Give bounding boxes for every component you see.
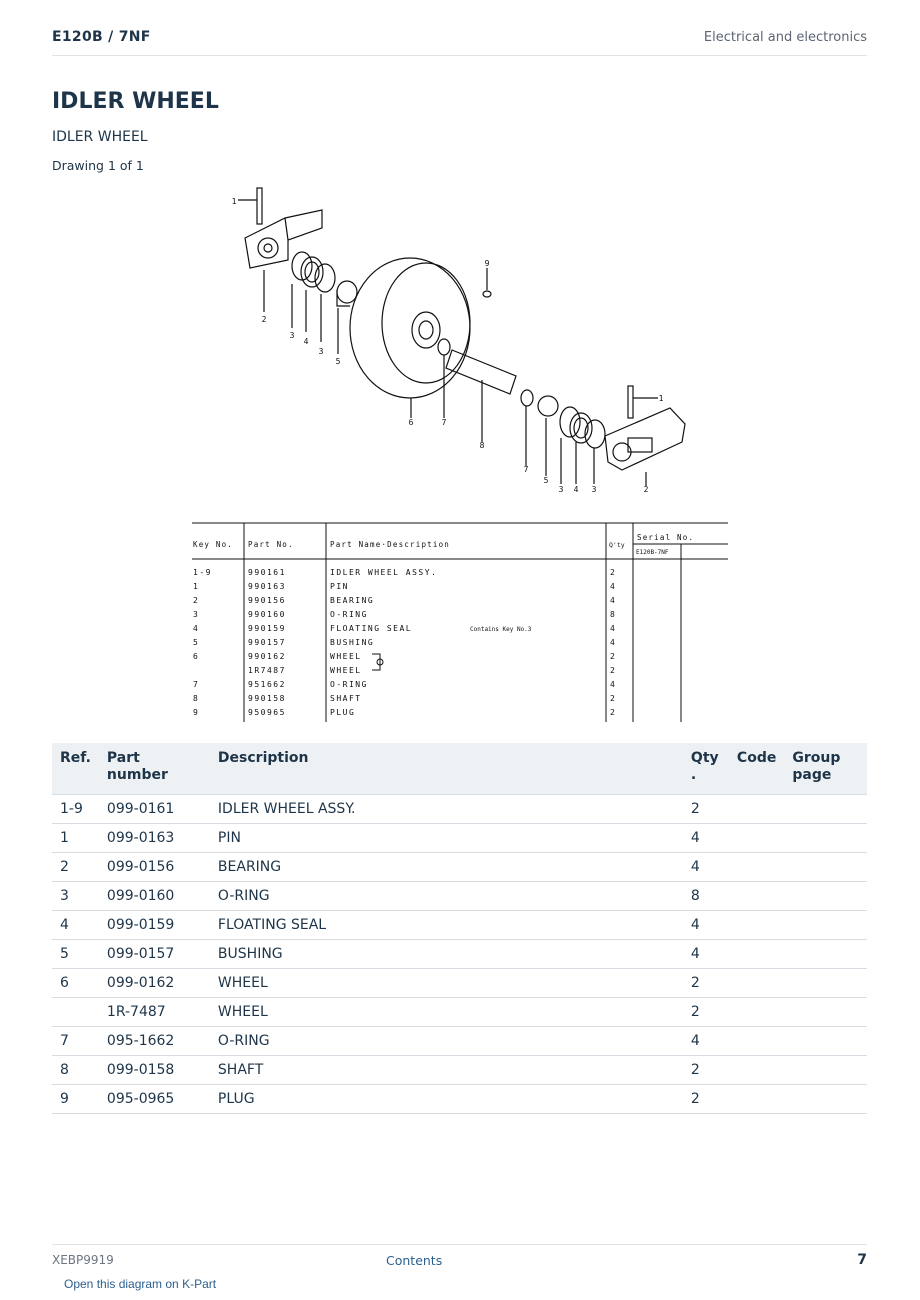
cell-code [729,911,784,940]
callout-label: 5 [543,476,549,485]
header-model: E120B / 7NF [52,29,151,45]
legend-header-qty: Q'ty [609,541,625,549]
table-row [52,795,867,824]
callout-label: 4 [573,485,579,494]
cell-qty: 4 [683,824,729,853]
header-qty: Qty . [683,743,729,795]
cell-qty: 4 [683,853,729,882]
legend-part: 990158 [248,694,286,703]
legend-name: FLOATING SEAL [330,624,413,633]
left-pin [257,188,262,224]
table-row [52,940,867,969]
legend-part: 1R7487 [248,666,286,675]
legend-name: BEARING [330,596,375,605]
cell-ref: 4 [52,911,99,940]
legend-header-key: Key No. [193,540,234,549]
table-row [52,824,867,853]
cell-part-number: 1R-7487 [99,998,210,1027]
legend-key: 4 [193,624,200,633]
legend-part: 990156 [248,596,286,605]
legend-part: 990159 [248,624,286,633]
cell-qty: 2 [683,795,729,824]
cell-description: IDLER WHEEL ASSY. [210,795,683,824]
legend-name: SHAFT [330,694,362,703]
legend-name: BUSHING [330,638,375,647]
cell-qty: 8 [683,882,729,911]
callout-label: 6 [408,418,414,427]
cell-qty: 4 [683,911,729,940]
cell-code [729,998,784,1027]
page-subtitle: IDLER WHEEL [52,129,148,145]
idler-wheel [350,258,470,398]
cell-description: O-RING [210,1027,683,1056]
cell-code [729,824,784,853]
legend-key: 1 [193,582,200,591]
legend-key: 8 [193,694,200,703]
cell-description: SHAFT [210,1056,683,1085]
legend-key: 3 [193,610,200,619]
callout-label: 1 [658,394,664,403]
contents-link[interactable]: Contents [386,1253,443,1268]
cell-ref: 7 [52,1027,99,1056]
cell-description: WHEEL [210,998,683,1027]
callout-label: 3 [591,485,597,494]
table-row [52,1027,867,1056]
cell-ref: 1 [52,824,99,853]
open-kpart-link[interactable]: Open this diagram on K-Part [64,1277,217,1291]
cell-description: BUSHING [210,940,683,969]
table-row [52,1056,867,1085]
cell-description: WHEEL [210,969,683,998]
cell-part-number: 099-0160 [99,882,210,911]
callout-label: 7 [523,465,529,474]
legend-note: Contains Key No.3 [470,626,532,633]
cell-group-page [784,1085,867,1114]
exploded-parts-diagram [190,180,730,725]
legend-part: 990162 [248,652,286,661]
legend-part: 951662 [248,680,286,689]
page-number: 7 [857,1252,867,1268]
legend-qty: 2 [610,694,617,703]
legend-name: O-RING [330,610,368,619]
cell-description: PIN [210,824,683,853]
header-code: Code [729,743,784,795]
legend-part: 990160 [248,610,286,619]
cell-code [729,882,784,911]
table-header-row [52,743,867,795]
cell-ref: 1-9 [52,795,99,824]
callout-label: 3 [289,331,295,340]
legend-name: PLUG [330,708,356,717]
legend-key: 7 [193,680,200,689]
legend-qty: 4 [610,638,617,647]
shaft [446,350,516,394]
legend-name: O-RING [330,680,368,689]
legend-name: IDLER WHEEL ASSY. [330,568,438,577]
callout-label: 2 [261,315,267,324]
cell-ref: 2 [52,853,99,882]
header-part-number: Part number [99,743,210,795]
legend-qty: 4 [610,596,617,605]
cell-group-page [784,998,867,1027]
cell-group-page [784,911,867,940]
cell-part-number: 099-0156 [99,853,210,882]
callout-label: 8 [479,441,485,450]
legend-name: WHEEL [330,666,362,675]
diagram-drawing [190,180,730,725]
cell-part-number: 099-0162 [99,969,210,998]
legend-qty: 4 [610,680,617,689]
cell-part-number: 099-0161 [99,795,210,824]
legend-part: 950965 [248,708,286,717]
cell-description: BEARING [210,853,683,882]
cell-description: O-RING [210,882,683,911]
cell-code [729,1056,784,1085]
legend-part: 990163 [248,582,286,591]
legend-part: 990161 [248,568,286,577]
callout-label: 4 [303,337,309,346]
header-section: Electrical and electronics [703,30,867,45]
legend-key: 1-9 [193,568,212,577]
legend-header-serial-range: E120B-7NF [636,549,669,556]
cell-ref: 8 [52,1056,99,1085]
footer-divider [52,1244,867,1245]
cell-qty: 2 [683,998,729,1027]
cell-code [729,795,784,824]
legend-key: 2 [193,596,200,605]
legend-key: 6 [193,652,200,661]
cell-group-page [784,824,867,853]
cell-group-page [784,795,867,824]
cell-part-number: 099-0163 [99,824,210,853]
legend-name: PIN [330,582,349,591]
cell-part-number: 095-0965 [99,1085,210,1114]
cell-qty: 4 [683,940,729,969]
document-number: XEBP9919 [52,1253,114,1267]
legend-qty: 4 [610,582,617,591]
header-description: Description [210,743,683,795]
cell-part-number: 095-1662 [99,1027,210,1056]
cell-group-page [784,1027,867,1056]
cell-part-number: 099-0158 [99,1056,210,1085]
table-row [52,969,867,998]
cell-ref: 6 [52,969,99,998]
right-bearing [605,408,685,470]
cell-qty: 2 [683,1085,729,1114]
cell-ref: 5 [52,940,99,969]
cell-group-page [784,940,867,969]
cell-ref: 9 [52,1085,99,1114]
page-title: IDLER WHEEL [52,89,219,114]
cell-ref: 3 [52,882,99,911]
cell-code [729,853,784,882]
table-row [52,998,867,1027]
cell-description: FLOATING SEAL [210,911,683,940]
legend-qty: 2 [610,652,617,661]
legend-header-serial: Serial No. [637,533,695,542]
legend-qty: 2 [610,666,617,675]
legend-qty: 2 [610,568,617,577]
cell-part-number: 099-0157 [99,940,210,969]
callout-label: 3 [318,347,324,356]
legend-name: WHEEL [330,652,362,661]
legend-header-name: Part Name·Description [330,540,451,549]
cell-description: PLUG [210,1085,683,1114]
cell-group-page [784,1056,867,1085]
table-row [52,1085,867,1114]
callout-label: 3 [558,485,564,494]
cell-ref [52,998,99,1027]
table-row [52,853,867,882]
cell-group-page [784,882,867,911]
cell-code [729,940,784,969]
legend-key: 5 [193,638,200,647]
interchange-bracket-icon [372,654,383,670]
cell-group-page [784,853,867,882]
callout-label: 2 [643,485,649,494]
cell-code [729,1085,784,1114]
legend-header-part: Part No. [248,540,294,549]
legend-qty: 4 [610,624,617,633]
legend-part: 990157 [248,638,286,647]
header-group-page: Group page [784,743,867,795]
parts-table [52,743,867,1114]
cell-code [729,1027,784,1056]
legend-qty: 8 [610,610,617,619]
cell-group-page [784,969,867,998]
cell-qty: 2 [683,969,729,998]
callout-label: 9 [484,259,490,268]
cell-part-number: 099-0159 [99,911,210,940]
callout-label: 5 [335,357,341,366]
cell-qty: 2 [683,1056,729,1085]
drawing-count: Drawing 1 of 1 [52,158,144,173]
callout-label: 1 [231,197,237,206]
callout-label: 7 [441,418,447,427]
table-row [52,882,867,911]
cell-code [729,969,784,998]
legend-key: 9 [193,708,200,717]
cell-qty: 4 [683,1027,729,1056]
header-ref: Ref. [52,743,99,795]
table-row [52,911,867,940]
diagram-legend-table [192,523,728,722]
header-divider [52,55,867,56]
legend-qty: 2 [610,708,617,717]
